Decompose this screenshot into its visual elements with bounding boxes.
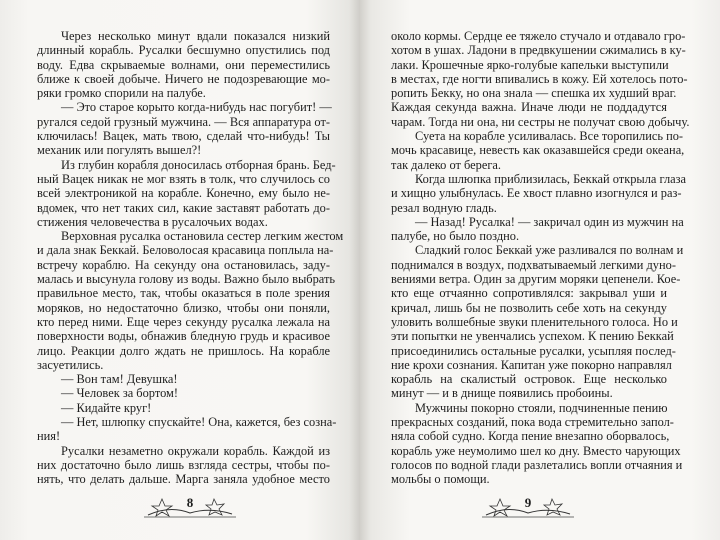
text-line: Через несколько минут вдали показался низкий bbox=[61, 29, 330, 43]
text-line: ключилась! Вацек, мать твою, сделай что-нибудь! Ты bbox=[37, 129, 330, 144]
text-line: поднимался в воздух, подхватываемый легкими дуно- bbox=[391, 257, 676, 272]
text-line: — Назад! Русалка! — закричал один из мужчин на bbox=[415, 214, 684, 229]
text-line: хотом в ушах. Ладони в предвкушении сжимались в ку- bbox=[391, 43, 686, 58]
text-line: Каждая секунда важна. Иначе люди не поддадутся bbox=[391, 100, 667, 115]
text-line: ния! bbox=[37, 429, 61, 444]
paragraph bbox=[37, 157, 336, 229]
paragraph bbox=[391, 129, 685, 172]
paragraph bbox=[391, 400, 683, 487]
text-line: воду. Едва скрываемые волнами, они переместились bbox=[37, 57, 330, 72]
paragraph bbox=[391, 243, 684, 401]
text-line: в местах, где ногти впивались в кожу. Ей хотелось пото- bbox=[391, 71, 688, 86]
text-line: правильное место, так, чтобы оказаться в поле зрения bbox=[37, 286, 330, 301]
text-line: палубе, но было поздно. bbox=[391, 229, 520, 244]
text-line: длинный корабль. Русалки бесшумно опустились под bbox=[37, 43, 330, 58]
text-line: так далеко от берега. bbox=[391, 157, 502, 172]
text-line: чарам. Тогда ни она, ни сестры не получат свою добычу. bbox=[391, 114, 690, 129]
text-line: ряки громко спорили на палубе. bbox=[37, 86, 206, 101]
text-line: Русалки незаметно окружали корабль. Каждой из bbox=[61, 443, 330, 458]
text-line: — Нет, шлюпку спускайте! Она, кажется, без созна- bbox=[61, 415, 337, 430]
text-line: голосов по водной глади разлетались вопли отчаяния и bbox=[391, 457, 683, 472]
text-line: ближе к своей добыче. Ничего не подозревающие мо- bbox=[37, 71, 330, 86]
text-line: встречу кораблю. На секунду она остановилась, заду- bbox=[37, 257, 330, 272]
text-line: Суета на корабле усиливалась. Все торопились по- bbox=[415, 129, 684, 144]
page-number-ornament bbox=[478, 493, 578, 523]
page-number-ornament bbox=[140, 493, 240, 523]
paragraph bbox=[37, 444, 330, 487]
text-line: и дала знак Беккай. Беловолосая красавица поплыла на- bbox=[37, 243, 334, 258]
text-line: Когда шлюпка приблизилась, Беккай открыла глаза bbox=[415, 171, 687, 186]
right-page bbox=[360, 0, 720, 540]
paragraph bbox=[37, 100, 330, 157]
text-line: — Вон там! Девушка! bbox=[61, 372, 178, 387]
text-line: ругался седой грузный мужчина. — Вся аппаратура от- bbox=[37, 114, 330, 129]
text-line: резал водную гладь. bbox=[391, 200, 497, 215]
text-line: малась и высунула голову из воды. Важно было выбрать bbox=[37, 272, 336, 287]
text-line: корабль на скалистый островок. Еще несколько bbox=[391, 372, 667, 387]
text-line: около кормы. Сердце ее тяжело стучало и отдавало гро- bbox=[391, 29, 686, 43]
page-text bbox=[37, 29, 344, 487]
text-line: мольбы о помощи. bbox=[391, 472, 490, 487]
paragraph bbox=[391, 214, 684, 244]
text-line: Верховная русалка остановила сестер легким жестом bbox=[61, 229, 344, 244]
text-line: Мужчины покорно стояли, подчиненные пению bbox=[415, 400, 668, 415]
paragraph bbox=[37, 372, 330, 386]
text-line: кричал, лишь бы не позволить себе хоть на секунду bbox=[391, 300, 667, 315]
text-line: эти попытки не увенчались успехом. К пению Беккай bbox=[391, 329, 674, 344]
text-line: механик или погулять вышел?! bbox=[37, 143, 202, 158]
paragraph bbox=[391, 171, 687, 215]
paragraph bbox=[37, 415, 337, 444]
text-line: и хищно улыбнулась. Ее хвост плавно изогнулся и раз- bbox=[391, 186, 682, 201]
text-line: лаки. Крошечные ярко-голубые капельки выступили bbox=[391, 57, 669, 72]
text-line: всей электроникой на корабле. Конечно, ему было не- bbox=[37, 186, 330, 201]
paragraph bbox=[37, 29, 330, 100]
page-number: 9 bbox=[524, 495, 532, 510]
text-line: нять, что делать дальше. Марга заняла удобное место bbox=[37, 472, 330, 487]
page-text bbox=[391, 29, 690, 487]
text-line: вдомек, что нет таких сил, какие заставят работать до- bbox=[37, 200, 330, 215]
text-line: няла собой судно. Когда пение внезапно оборвалось, bbox=[391, 429, 670, 444]
text-line: мочь красавице, невесть как оказавшейся среди океана, bbox=[391, 143, 685, 158]
text-line: лицо. Реакции долго ждать не пришлось. На корабле bbox=[37, 343, 330, 358]
paragraph bbox=[37, 386, 330, 400]
text-line: Сладкий голос Беккай уже разливался по волнам и bbox=[415, 243, 684, 258]
text-line: корабль уже неумолимо шел ко дну. Вместо чарующих bbox=[391, 443, 681, 458]
text-line: минут — и в днище появились пробоины. bbox=[391, 386, 613, 401]
text-line: засуетились. bbox=[37, 357, 104, 372]
paragraph bbox=[37, 229, 344, 372]
text-line: них достаточно было лишь взгляда сестры, чтобы по- bbox=[37, 457, 330, 472]
text-line: — Человек за бортом! bbox=[61, 386, 179, 401]
text-line: поверхности воды, обнажив бледную грудь и красивое bbox=[37, 329, 330, 344]
paragraph bbox=[37, 401, 330, 415]
text-line: — Кидайте круг! bbox=[61, 400, 152, 415]
page-number: 8 bbox=[186, 495, 194, 510]
text-line: стижения человечества в русалочьих водах. bbox=[37, 214, 268, 229]
text-line: присоединились остальные русалки, усыпляя послед- bbox=[391, 343, 676, 358]
text-line: вениями ветра. Один за другим моряки цепенели. Кое- bbox=[391, 272, 681, 287]
paragraph bbox=[391, 29, 690, 129]
text-line: моряков, но недостаточно близко, чтобы они поняли, bbox=[37, 300, 330, 315]
text-line: — Это старое корыто когда-нибудь нас погубит! — bbox=[61, 100, 332, 115]
text-line: ние крохи сознания. Капитан уже покорно направлял bbox=[391, 357, 672, 372]
text-line: кто еще отчаянно сопротивлялся: закрывал уши и bbox=[391, 286, 667, 301]
text-line: кто перед ними. Еще через секунду русалка лежала на bbox=[37, 314, 330, 329]
text-line: уловить волшебные звуки пленительного голоса. Но и bbox=[391, 314, 678, 329]
text-line: ропить Бекку, но она знала — спешка их худший враг. bbox=[391, 86, 677, 101]
text-line: Из глубин корабля доносилась отборная брань. Бед- bbox=[61, 157, 336, 172]
text-line: прекрасных созданий, пока вода стремительно запол- bbox=[391, 415, 674, 430]
text-line: ный Вацек никак не мог взять в толк, что случилось со bbox=[37, 171, 330, 186]
